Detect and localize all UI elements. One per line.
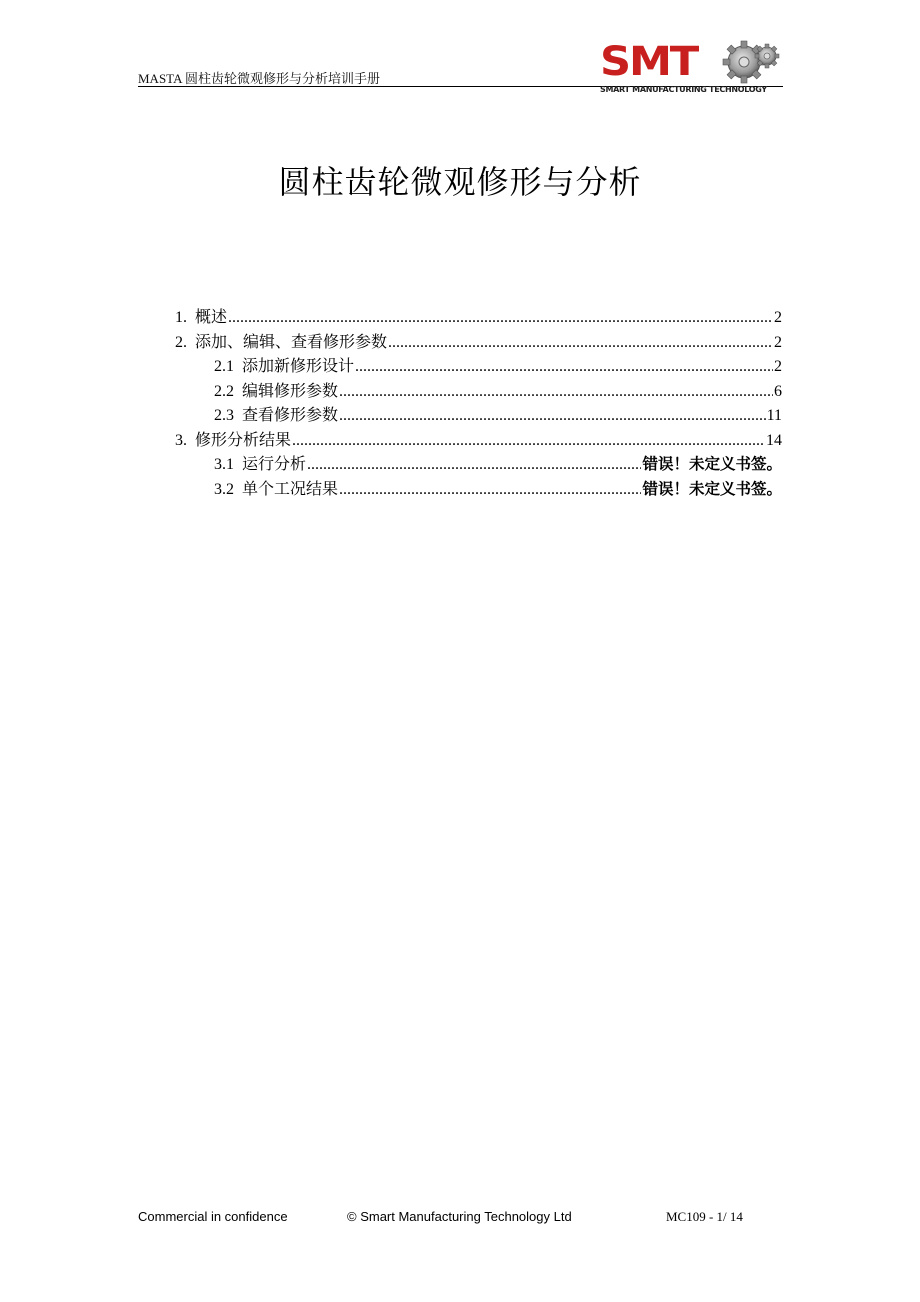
toc-entry[interactable]	[175, 353, 782, 378]
toc-entry-page: 11	[766, 407, 782, 424]
toc-dot-leader	[292, 432, 765, 450]
footer-confidentiality: Commercial in confidence	[138, 1209, 288, 1224]
toc-dot-leader	[355, 358, 773, 376]
toc-entry-page: 错误！未定义书签。	[642, 479, 782, 498]
toc-entry-number: 2.	[175, 333, 187, 351]
table-of-contents	[175, 304, 782, 500]
document-title: 圆柱齿轮微观修形与分析	[278, 163, 642, 201]
toc-entry[interactable]	[175, 427, 782, 452]
toc-dot-leader	[228, 309, 773, 327]
toc-entry-label: 运行分析	[242, 456, 307, 473]
toc-entry[interactable]	[175, 378, 782, 403]
logo-text: SMT	[600, 39, 698, 85]
toc-dot-leader	[339, 407, 766, 425]
footer-page-number: MC109 - 1/ 14	[666, 1209, 743, 1224]
toc-entry-page: 2	[774, 333, 782, 351]
toc-entry-page: 2	[774, 309, 782, 326]
toc-entry[interactable]	[175, 304, 782, 329]
toc-entry-label: 概述	[195, 309, 228, 326]
toc-entry-page: 14	[766, 431, 782, 449]
page-header	[138, 39, 783, 94]
toc-entry-label: 查看修形参数	[242, 407, 339, 424]
toc-entry-number: 3.1	[214, 456, 234, 473]
header-title: MASTA 圆柱齿轮微观修形与分析培训手册	[138, 71, 380, 86]
footer-copyright: © Smart Manufacturing Technology Ltd	[347, 1209, 572, 1224]
toc-entry-number: 2.2	[214, 382, 234, 400]
toc-dot-leader	[307, 456, 641, 474]
toc-entry-label: 单个工况结果	[242, 480, 339, 498]
toc-dot-leader	[339, 481, 641, 499]
toc-entry[interactable]	[175, 329, 782, 354]
toc-entry-number: 1.	[175, 309, 187, 326]
toc-entry-number: 2.1	[214, 358, 234, 375]
toc-dot-leader	[339, 383, 773, 401]
toc-entry-page: 错误！未定义书签。	[642, 455, 782, 473]
toc-entry-page: 2	[774, 358, 782, 375]
toc-entry-label: 编辑修形参数	[242, 382, 339, 400]
toc-entry[interactable]	[175, 476, 782, 501]
gear-icon	[720, 40, 780, 84]
toc-entry-label: 添加新修形设计	[242, 358, 355, 375]
toc-entry[interactable]	[175, 451, 782, 476]
toc-entry-label: 修形分析结果	[195, 431, 292, 449]
toc-entry-label: 添加、编辑、查看修形参数	[195, 333, 388, 351]
toc-entry-number: 2.3	[214, 407, 234, 424]
toc-entry-number: 3.	[175, 431, 187, 449]
smt-logo	[600, 40, 783, 96]
toc-entry-page: 6	[774, 382, 782, 400]
toc-dot-leader	[388, 334, 773, 352]
toc-entry[interactable]	[175, 402, 782, 427]
page-footer	[138, 1209, 783, 1229]
toc-entry-number: 3.2	[214, 480, 234, 498]
logo-tagline: SMART MANUFACTURING TECHNOLOGY	[600, 85, 767, 94]
